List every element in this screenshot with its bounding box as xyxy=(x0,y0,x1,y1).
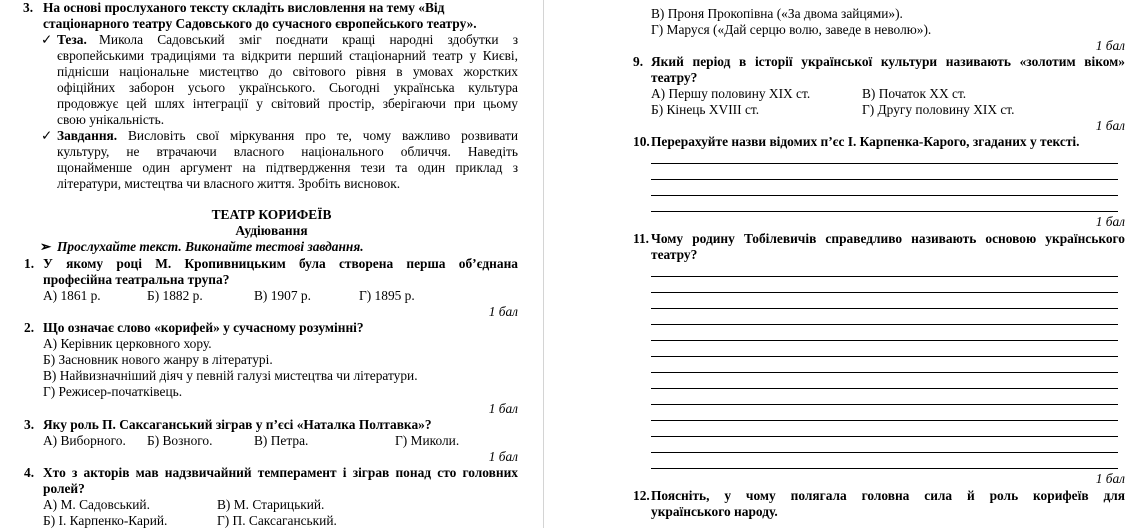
q1-option-c[interactable]: В) 1907 р. xyxy=(254,288,311,303)
checkmark-icon: ✓ xyxy=(41,128,53,143)
q1-text-line2: професійна театральна трупа? xyxy=(43,272,230,287)
task-label: Завдання. xyxy=(57,128,118,143)
q9-option-c[interactable]: В) Початок ХХ ст. xyxy=(862,86,967,101)
answer-line[interactable] xyxy=(651,404,1118,405)
q4-text-line2: ролей? xyxy=(43,481,85,496)
q9-points: 1 бал xyxy=(1095,118,1125,133)
answer-line[interactable] xyxy=(651,452,1118,453)
answer-line[interactable] xyxy=(651,163,1118,164)
q2-option-b[interactable]: Б) Засновник нового жанру в літературі. xyxy=(43,352,273,367)
q2-points: 1 бал xyxy=(488,401,518,416)
q10-points: 1 бал xyxy=(1095,214,1125,229)
answer-line[interactable] xyxy=(651,308,1118,309)
q11-text-line2: театру? xyxy=(651,247,698,262)
essay-number: 3. xyxy=(23,0,34,15)
q4-option-d[interactable]: Г) П. Саксаганський. xyxy=(217,513,337,528)
thesis-line-5: свою унікальність. xyxy=(57,112,165,127)
q8-option-d[interactable]: Г) Маруся («Дай серцю волю, заведе в неволю»). xyxy=(651,22,932,37)
answer-line[interactable] xyxy=(651,388,1118,389)
task-line-3: літератури, мистецтва чи власного життя. Зробіть висновок. xyxy=(57,176,401,191)
q2-option-c[interactable]: В) Найвизначніший діяч у певній галузі мистецтва чи літератури. xyxy=(43,368,418,383)
q11-text-line1: Чому родину Тобілевичів справедливо називають основою українського xyxy=(651,231,1125,246)
q2-text: Що означає слово «корифей» у сучасному розумінні? xyxy=(43,320,364,335)
q9-option-b[interactable]: Б) Кінець XVIII ст. xyxy=(651,102,760,117)
answer-line[interactable] xyxy=(651,372,1118,373)
q9-option-d[interactable]: Г) Другу половину ХІХ ст. xyxy=(862,102,1015,117)
q2-option-a[interactable]: А) Керівник церковного хору. xyxy=(43,336,212,351)
q12-text-line1: Поясніть, у чому полягала головна сила й роль корифеїв для xyxy=(651,488,1125,503)
q4-option-a[interactable]: А) М. Садовський. xyxy=(43,497,150,512)
answer-line[interactable] xyxy=(651,292,1118,293)
q4-option-c[interactable]: В) М. Старицький. xyxy=(217,497,325,512)
q10-text: Перерахуйте назви відомих п’єс І. Карпенка-Карого, згаданих у тексті. xyxy=(651,134,1080,149)
q2-option-d[interactable]: Г) Режисер-початківець. xyxy=(43,384,183,399)
thesis-line-3: офіційних заборон усього українського. Сьогодні українська культура xyxy=(57,80,518,95)
q8-points: 1 бал xyxy=(1095,38,1125,53)
q9-text-line2: театру? xyxy=(651,70,698,85)
q1-option-d[interactable]: Г) 1895 р. xyxy=(359,288,415,303)
answer-line[interactable] xyxy=(651,356,1118,357)
q1-option-b[interactable]: Б) 1882 р. xyxy=(147,288,203,303)
task-line-0: Висловіть свої міркування про те, чому важливо розвивати xyxy=(128,128,518,143)
page-divider xyxy=(543,0,544,528)
section-subtitle: Аудіювання xyxy=(235,223,308,238)
task-line-1: культуру, не втрачаючи власного національного обличчя. Наведіть xyxy=(57,144,518,159)
q11-number: 11. xyxy=(633,231,649,246)
q9-text-line1: Який період в історії української культури називають «золотим віком» xyxy=(651,54,1125,69)
q3-number: 3. xyxy=(24,417,35,432)
q4-number: 4. xyxy=(24,465,35,480)
answer-line[interactable] xyxy=(651,276,1118,277)
q3-option-d[interactable]: Г) Миколи. xyxy=(395,433,460,448)
thesis-line-4: продовжує цей шлях інтеграції у світовий простір, зберігаючи при цьому xyxy=(57,96,518,111)
q2-number: 2. xyxy=(24,320,35,335)
answer-line[interactable] xyxy=(651,324,1118,325)
q12-number: 12. xyxy=(633,488,650,503)
q1-option-a[interactable]: А) 1861 р. xyxy=(43,288,101,303)
answer-line[interactable] xyxy=(651,420,1118,421)
answer-line[interactable] xyxy=(651,468,1118,469)
checkmark-icon: ✓ xyxy=(41,32,53,47)
q3-text: Яку роль П. Саксаганський зіграв у п’єсі «Наталка Полтавка»? xyxy=(43,417,432,432)
thesis-line-0: Микола Садовський зміг поєднати кращі народні здобутки з xyxy=(99,32,518,47)
q9-number: 9. xyxy=(633,54,644,69)
answer-line[interactable] xyxy=(651,436,1118,437)
thesis-line-1: європейськими традиціями та відкрити перший стаціонарний театр у Києві, xyxy=(57,48,518,63)
q4-text-line1: Хто з акторів мав надзвичайний темперамент і зіграв понад сто головних xyxy=(43,465,518,480)
arrow-bullet-icon: ➢ xyxy=(40,239,52,254)
answer-line[interactable] xyxy=(651,340,1118,341)
answer-line[interactable] xyxy=(651,179,1118,180)
q3-option-b[interactable]: Б) Возного. xyxy=(147,433,213,448)
q9-option-a[interactable]: А) Першу половину ХІХ ст. xyxy=(651,86,811,101)
q1-number: 1. xyxy=(24,256,35,271)
q3-option-a[interactable]: А) Виборного. xyxy=(43,433,126,448)
q3-points: 1 бал xyxy=(488,449,518,464)
answer-line[interactable] xyxy=(651,195,1118,196)
q10-number: 10. xyxy=(633,134,650,149)
essay-prompt-line1: На основі прослуханого тексту складіть висловлення на тему «Від xyxy=(43,0,445,15)
q8-option-c[interactable]: В) Проня Прокопівна («За двома зайцями»). xyxy=(651,6,903,21)
instruction-text: Прослухайте текст. Виконайте тестові завдання. xyxy=(57,239,364,254)
q1-points: 1 бал xyxy=(488,304,518,319)
q3-option-c[interactable]: В) Петра. xyxy=(254,433,309,448)
q1-text-line1: У якому році М. Кропивницьким була створена перша об’єднана xyxy=(43,256,518,271)
answer-line[interactable] xyxy=(651,211,1118,212)
q12-text-line2: українського народу. xyxy=(651,504,778,519)
thesis-label: Теза. xyxy=(57,32,87,47)
q4-option-b[interactable]: Б) І. Карпенко-Карий. xyxy=(43,513,168,528)
q11-points: 1 бал xyxy=(1095,471,1125,486)
essay-prompt-line2: стаціонарного театру Садовського до сучасного європейського театру». xyxy=(43,16,477,31)
section-title: ТЕАТР КОРИФЕЇВ xyxy=(211,207,332,222)
thesis-line-2: піднісши національне мистецтво до світового рівня в умовах жорстких xyxy=(57,64,518,79)
task-line-2: щонайменше один аргумент на підтвердження тези та один приклад з xyxy=(57,160,518,175)
